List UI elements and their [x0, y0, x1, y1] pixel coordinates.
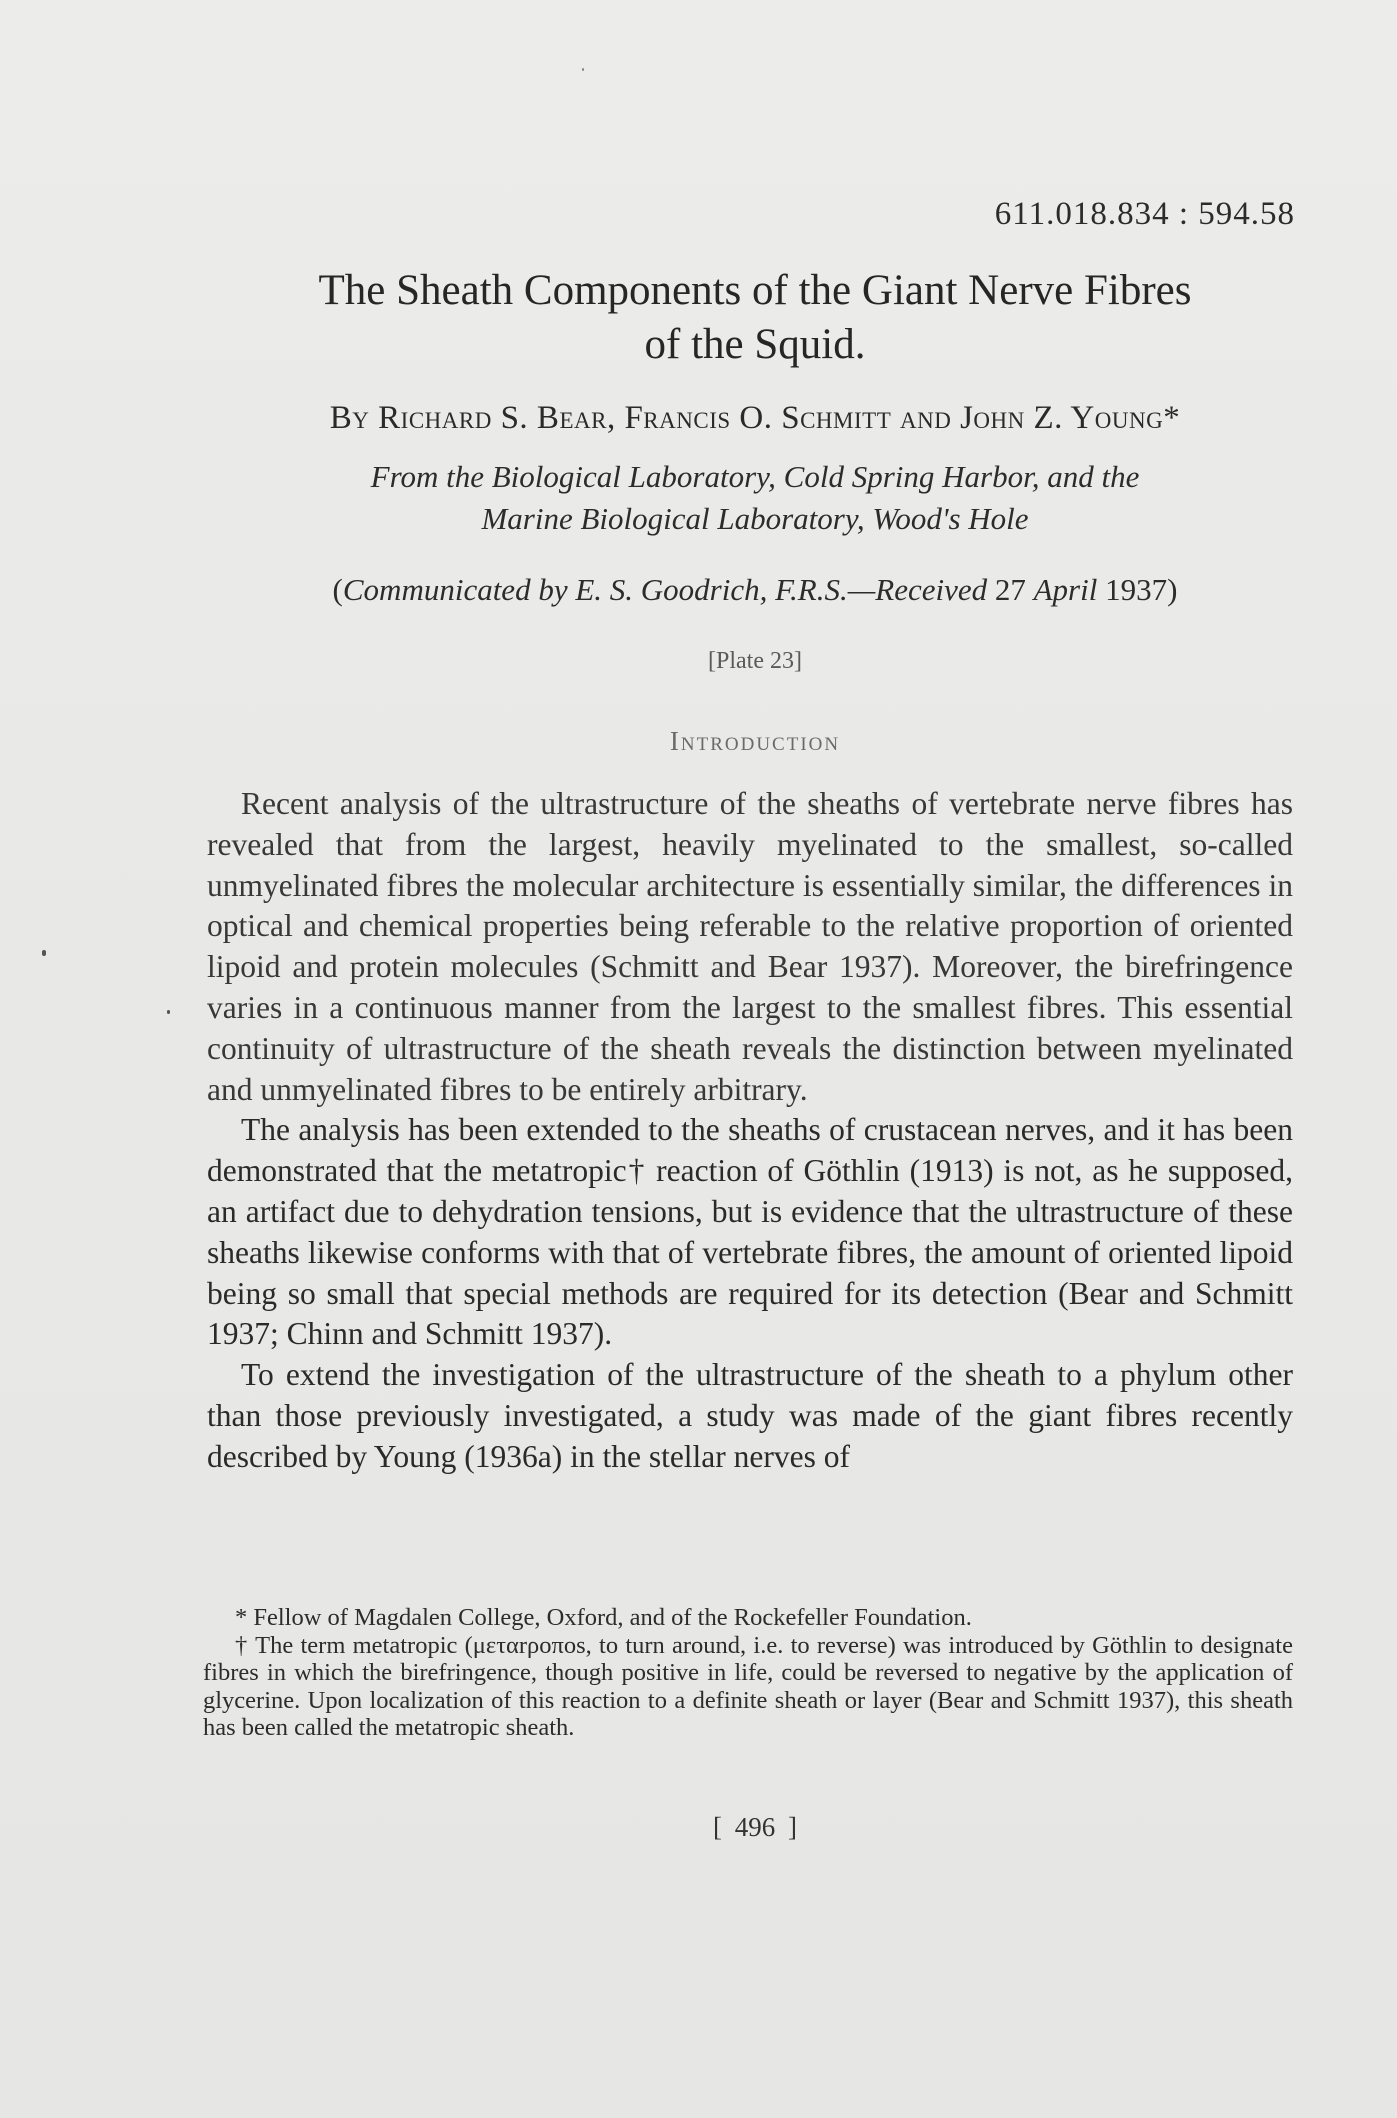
paragraph-2: The analysis has been extended to the sheaths of crustacean nerves, and it has been demonstrated that the metatropic† reaction of Göthlin (1913) is not, as he supposed, an artifact due to dehydration tensions, but is evidence that the ultrastructure of these sheaths likewise conforms with that of vertebrate fibres, the amount of oriented lipoid being so small that special methods are required for its detection (Bear and Schmitt 1937; Chinn and Schmitt 1937). — [207, 1112, 1293, 1352]
received-day: 27 — [987, 572, 1034, 607]
footnote-metatropic: † The term metatropic (μεταrροποs, to turn around, i.e. to reverse) was introduced by Göthlin to designate fibres in which the birefringence, though positive in life, could be reversed to negative by the application of glycerine. Upon localization of this reaction to a definite sheath or layer (Bear and Schmitt 1937), this sheath has been called the metatropic sheath. — [203, 1631, 1293, 1741]
communicated-by: Communicated by E. S. Goodrich, F.R.S.—Received — [342, 572, 988, 607]
scan-speck — [167, 1010, 170, 1014]
footnotes — [203, 1604, 1293, 1742]
article-title-line-1: The Sheath Components of the Giant Nerve Fibres — [318, 267, 1192, 314]
author-line: By Richard S. Bear, Francis O. Schmitt and John Z. Young* — [329, 400, 1181, 436]
affiliation-line-2: Marine Biological Laboratory, Wood's Hole — [481, 501, 1029, 536]
received-year: 1937) — [1097, 572, 1178, 607]
scan-speck — [42, 950, 46, 956]
classification-number: 611.018.834 : 594.58 — [994, 196, 1295, 232]
paragraph-1: Recent analysis of the ultrastructure of the sheaths of vertebrate nerve fibres has revealed that from the largest, heavily myelinated to the smallest, so-called unmyelinated fibres the molecular architecture is essentially similar, the differences in optical and chemical properties being referable to the relative proportion of oriented lipoid and protein molecules (Schmitt and Bear 1937). Moreover, the birefringence varies in a continuous manner from the largest to the smallest fibres. This essential continuity of ultrastructure of the sheath reveals the distinction between myelinated and unmyelinated fibres to be entirely arbitrary. — [207, 786, 1293, 1107]
page-number: [ 496 ] — [713, 1812, 797, 1842]
paragraph-3: To extend the investigation of the ultrastructure of the sheath to a phylum other than those previously investigated, a study was made of the giant fibres recently described by Young (1936a) in the stellar nerves of — [207, 1357, 1293, 1474]
communicated-received-line — [205, 572, 1305, 608]
received-month: April — [1033, 572, 1098, 607]
footnote-fellow: * Fellow of Magdalen College, Oxford, and of the Rockefeller Foundation. — [235, 1604, 972, 1631]
communicated-open-paren: ( — [332, 572, 343, 607]
affiliation-line-1: From the Biological Laboratory, Cold Spring Harbor, and the — [370, 459, 1140, 494]
scan-speck — [582, 68, 584, 71]
body-text — [207, 784, 1293, 1478]
article-title — [205, 264, 1305, 372]
section-heading-introduction: Introduction — [669, 726, 841, 756]
article-title-line-2: of the Squid. — [644, 321, 866, 368]
affiliation — [205, 456, 1305, 540]
plate-reference: [Plate 23] — [708, 648, 802, 674]
